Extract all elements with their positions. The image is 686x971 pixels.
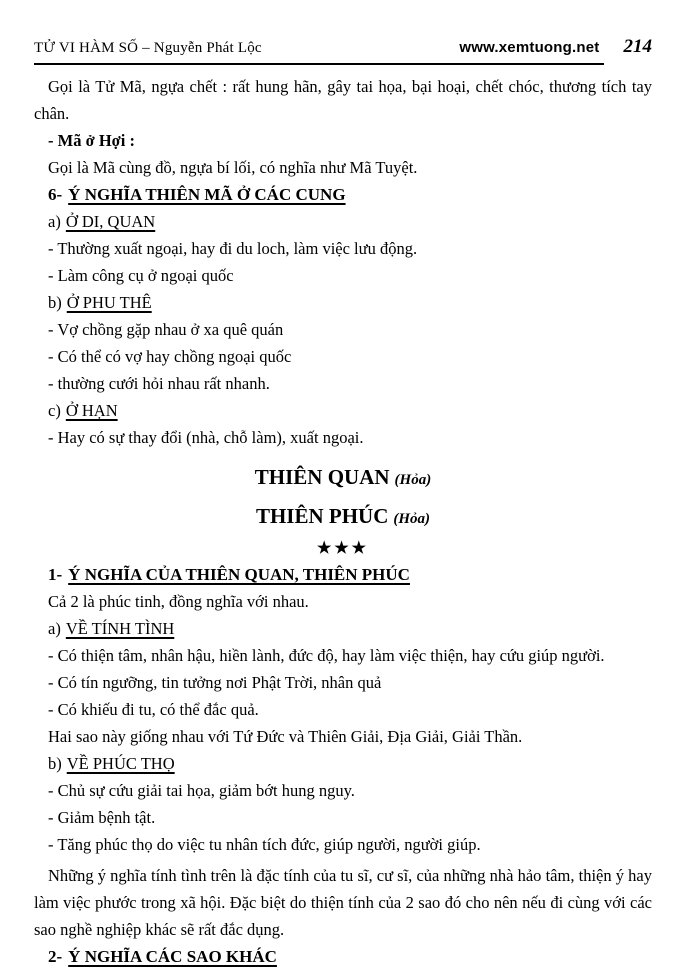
heading-section-6 <box>34 181 652 208</box>
list-item: - Có tín ngưỡng, tin tưởng nơi Phật Trời, nhân quả <box>48 673 382 692</box>
star-element: (Hỏa) <box>393 511 431 527</box>
closing-paragraph: Những ý nghĩa tính tình trên là đặc tính của tu sĩ, cư sĩ, của những nhà hảo tâm, thiện ý hay làm việc phước trong xã hội. Đặc biệt do thiện tính của 2 sao đó cho nên nếu đi cùng với các sao nghề nghiệp khác sẽ rất đắc dụng. <box>34 866 652 939</box>
subheading-letter: b) <box>48 293 62 312</box>
website-url: www.xemtuong.net <box>459 39 600 56</box>
subheading-letter: b) <box>48 754 62 773</box>
heading-number: 2- <box>48 947 63 966</box>
subheading-letter: a) <box>48 212 61 231</box>
subheading-letter: a) <box>48 619 61 638</box>
heading-title: Ý NGHĨA THIÊN MÃ Ở CÁC CUNG <box>68 185 346 204</box>
subheading-tinh-tinh <box>34 615 652 642</box>
section-intro: Cả 2 là phúc tinh, đồng nghĩa với nhau. <box>48 592 309 611</box>
header-row <box>34 0 652 58</box>
text-ma-o-hoi: Gọi là Mã cùng đồ, ngựa bí lối, có nghĩa như Mã Tuyệt. <box>48 158 418 177</box>
list-item: - Làm công cụ ở ngoại quốc <box>48 266 234 285</box>
header-divider <box>34 63 604 65</box>
star-name: THIÊN QUAN <box>254 465 390 489</box>
list-item: - Giảm bệnh tật. <box>48 808 156 827</box>
subheading-phu-the <box>34 289 652 316</box>
list-item: - Hay có sự thay đổi (nhà, chỗ làm), xuất ngoại. <box>48 428 364 447</box>
list-item: - Thường xuất ngoại, hay đi du loch, làm việc lưu động. <box>48 239 418 258</box>
subheading-letter: c) <box>48 401 61 420</box>
label-ma-o-hoi: - Mã ở Hợi : <box>48 131 136 150</box>
subheading-title: VỀ TÍNH TÌNH <box>65 619 175 638</box>
page-number: 214 <box>623 36 652 57</box>
stars-decoration: ★★★ <box>316 540 370 557</box>
subheading-di-quan <box>34 208 652 235</box>
heading-number: 6- <box>48 185 63 204</box>
heading-title: Ý NGHĨA CỦA THIÊN QUAN, THIÊN PHÚC <box>68 565 410 584</box>
star-title-thien-quan <box>34 459 652 498</box>
subheading-title: Ở DI, QUAN <box>65 212 156 231</box>
list-item: - Chủ sự cứu giải tai họa, giảm bớt hung nguy. <box>48 781 355 800</box>
heading-section-2 <box>34 943 652 970</box>
subheading-title: VỀ PHÚC THỌ <box>66 754 175 773</box>
list-item: - Có thể có vợ hay chồng ngoại quốc <box>48 347 292 366</box>
heading-number: 1- <box>48 565 63 584</box>
heading-section-1 <box>34 561 652 588</box>
heading-title: Ý NGHĨA CÁC SAO KHÁC <box>68 947 277 966</box>
page-header <box>34 0 652 65</box>
book-title: TỬ VI HÀM SỐ – Nguyễn Phát Lộc <box>34 40 262 56</box>
paragraph-tu-ma: Gọi là Tử Mã, ngựa chết : rất hung hãn, gây tai họa, bại hoại, chết chóc, thương tích tay chân. <box>34 77 652 123</box>
star-title-thien-phuc <box>34 498 652 537</box>
list-item: - Tăng phúc thọ do việc tu nhân tích đức, giúp người, người giúp. <box>48 835 481 854</box>
subheading-title: Ở PHU THÊ <box>66 293 152 312</box>
list-item: - Có khiếu đi tu, có thể đắc quả. <box>48 700 259 719</box>
list-item: - thường cưới hỏi nhau rất nhanh. <box>48 374 270 393</box>
list-item: - Có thiện tâm, nhân hậu, hiền lành, đức độ, hay làm việc thiện, hay cứu giúp người. <box>48 646 605 665</box>
note-text: Hai sao này giống nhau với Tứ Đức và Thiên Giải, Địa Giải, Giải Thần. <box>48 727 523 746</box>
star-title-block <box>34 459 652 561</box>
list-item: - Vợ chồng gặp nhau ở xa quê quán <box>48 320 284 339</box>
subheading-title: Ở HẠN <box>65 401 118 420</box>
star-element: (Hỏa) <box>394 472 432 488</box>
subheading-phuc-tho <box>34 750 652 777</box>
subheading-han <box>34 397 652 424</box>
star-name: THIÊN PHÚC <box>255 504 389 528</box>
